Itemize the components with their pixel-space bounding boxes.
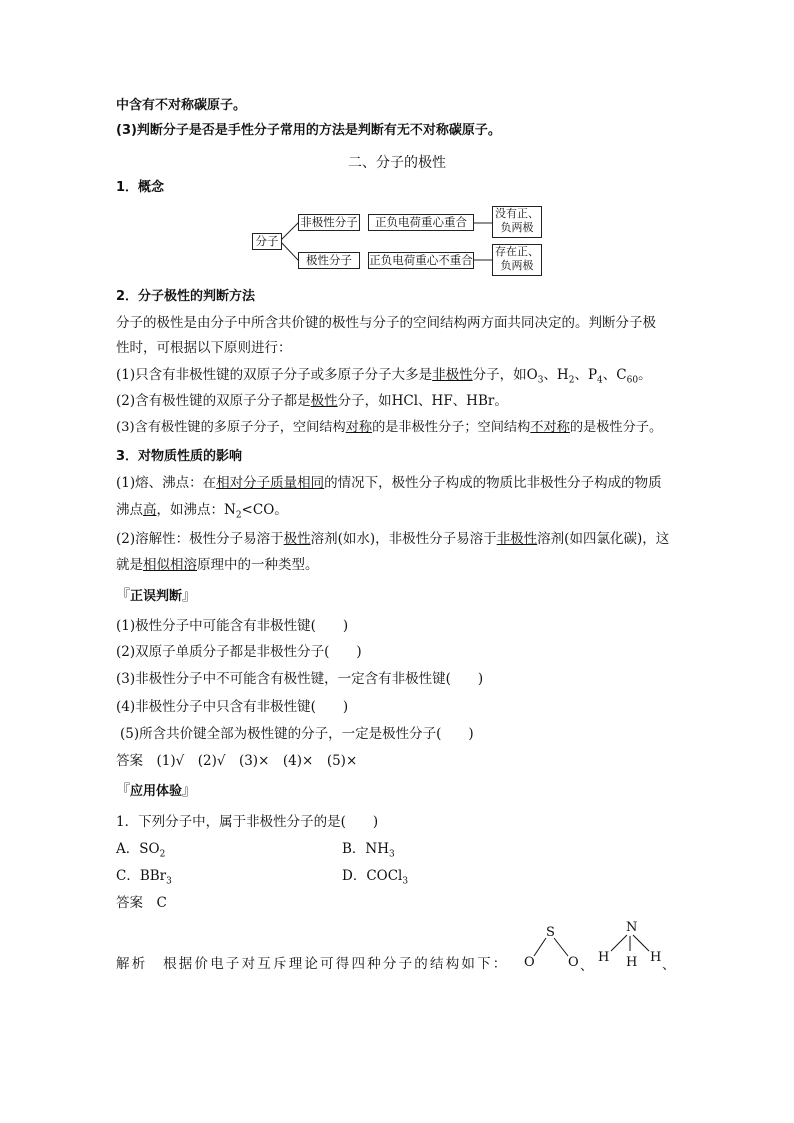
diagram-root-box: 分子 (252, 233, 282, 250)
result-line: 负两极 (500, 259, 534, 272)
corner-bracket-open-icon: 『 (116, 783, 130, 799)
diagram-nonpolar-desc-box: 正负电荷重心重合 (368, 214, 474, 231)
diagram-polar-box: 极性分子 (298, 252, 360, 269)
effect-2: (2)溶解性：极性分子易溶于极性溶剂(如水)，非极性分子易溶于非极性溶剂(如四氯化碳)，这 (116, 531, 670, 547)
atom-o: O (524, 955, 535, 970)
result-line: 没有正、 (495, 207, 539, 220)
heading-concept: 1．概念 (116, 180, 165, 195)
corner-bracket-close-icon: 』 (182, 588, 197, 604)
text-line: (3)判断分子是否是手性分子常用的方法是判断有无不对称碳原子。 (116, 123, 501, 138)
diagram-nonpolar-box: 非极性分子 (298, 214, 360, 231)
judge-item: (5)所含共价键全部为极性键的分子，一定是极性分子( ) (120, 726, 474, 742)
section-title: 二、分子的极性 (348, 155, 446, 171)
atom-h: H (598, 950, 610, 965)
effect-1: (1)熔、沸点：在相对分子质量相同的情况下，极性分子构成的物质比非极性分子构成的物质 (116, 475, 662, 491)
corner-bracket-open-icon: 『 (116, 588, 130, 604)
heading-effect: 3．对物质性质的影响 (116, 449, 243, 464)
atom-h: H (626, 955, 638, 970)
atom-s: S (546, 925, 555, 940)
rule-2: (2)含有极性键的双原子分子都是极性分子，如HCl、HF、HBr。 (116, 393, 508, 409)
corner-bracket-close-icon: 』 (182, 783, 197, 799)
separator: 、 (662, 958, 676, 973)
result-line: 存在正、 (495, 245, 539, 258)
diagram-nonpolar-result-box (492, 206, 542, 238)
apply-title: 『应用体验』 (116, 783, 197, 799)
text-line: 性时，可根据以下原则进行： (116, 340, 292, 356)
result-line: 负两极 (500, 221, 534, 234)
effect-1-cont: 沸点高，如沸点：$N_2<CO$。 (116, 502, 288, 521)
judge-item: (4)非极性分子中只含有非极性键( ) (116, 699, 349, 715)
judge-item: (3)非极性分子中不可能含有极性键，一定含有非极性键( ) (116, 671, 484, 687)
option-c: C．BBr$_3$ (116, 868, 172, 887)
question-answer: 答案 C (116, 895, 167, 911)
separator: 、 (580, 959, 594, 974)
option-a: A．$SO_2$ (116, 841, 166, 860)
atom-o: O (568, 955, 579, 970)
rule-3: (3)含有极性键的多原子分子，空间结构对称的是非极性分子；空间结构不对称的是极性分子。 (116, 420, 663, 435)
judge-title: 『正误判断』 (116, 588, 197, 604)
judge-answer: 答案 (1)√ (2)√ (3)× (4)× (5)× (116, 753, 358, 769)
analysis-text: 解析 根据价电子对互斥理论可得四种分子的结构如下： (116, 956, 509, 972)
judge-item: (1)极性分子中可能含有非极性键( ) (116, 618, 349, 634)
molecule-bond-lines (520, 918, 670, 978)
option-b: B．$NH_3$ (342, 841, 395, 860)
atom-n: N (626, 920, 638, 935)
heading-method: 2．分子极性的判断方法 (116, 289, 256, 304)
option-d: D．COCl$_3$ (342, 868, 409, 887)
text-line: 中含有不对称碳原子。 (116, 98, 247, 113)
judge-item: (2)双原子单质分子都是非极性分子( ) (116, 644, 362, 660)
rule-1: (1)只含有非极性键的双原子分子或多原子分子大多是非极性分子，如$O_3$、$H_2$、$P_4$、$C_{60}$。 (116, 367, 652, 386)
atom-h: H (650, 950, 662, 965)
text-line: 分子的极性是由分子中所含共价键的极性与分子的空间结构两方面共同决定的。判断分子极 (116, 315, 656, 331)
question: 1．下列分子中，属于非极性分子的是( ) (116, 814, 379, 830)
diagram-polar-desc-box: 正负电荷重心不重合 (369, 253, 473, 267)
effect-2-cont: 就是相似相溶原理中的一种类型。 (116, 557, 319, 573)
diagram-polar-result-box (492, 244, 542, 276)
